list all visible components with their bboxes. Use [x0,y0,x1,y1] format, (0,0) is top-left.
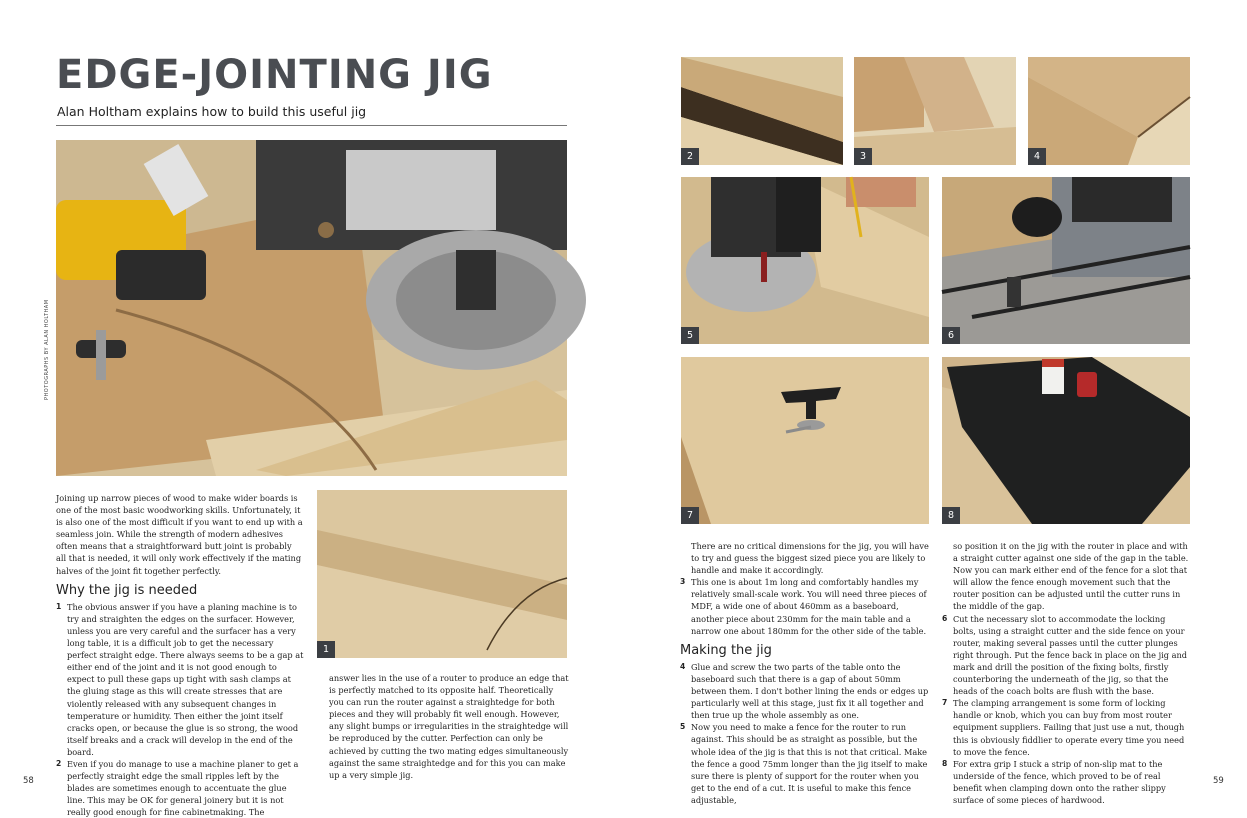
page-number-left: 58 [23,776,34,786]
step-number: 1 [56,601,62,611]
step-item [942,758,1190,806]
step-item [56,601,304,758]
photo-4 [1028,57,1190,165]
photo-credit: PHOTOGRAPHS BY ALAN HOLTHAM [44,299,50,400]
photo-8 [942,357,1190,524]
photo-5 [681,177,929,344]
step-item [942,697,1190,757]
right-column-2 [942,540,1190,806]
step-item [942,613,1190,698]
photo-6 [942,177,1190,344]
photo-number: 1 [317,641,335,658]
article-title: EDGE-JOINTING JIG [56,52,493,98]
photo-number: 5 [681,327,699,344]
section-heading-why: Why the jig is needed [56,582,198,598]
photo-3 [854,57,1016,165]
article-subtitle: Alan Holtham explains how to build this useful jig [57,104,367,119]
step-text: For extra grip I stuck a strip of non-slip mat to the underside of the fence, which proved to be of real benefit when clamping down onto the rather slippy surface of some pieces of hardwood. [953,758,1166,805]
step-item [56,758,304,818]
page-number-right: 59 [1213,776,1224,786]
photo-number: 2 [681,148,699,165]
photo-7 [681,357,929,524]
continued-paragraph: answer lies in the use of a router to produce an edge that is perfectly matched to its opposite half. Theoretically you can run the router against a straightedge for both pieces and they will probably fit well enough. However, any slight bumps or irregularities in the straightedge will be reproduced by the cutter. Perfection can only be achieved by cutting the two mating edges simultaneously against the same straightedge and for this you can make up a very simple jig. [329,673,569,780]
photo-1 [317,490,567,658]
photo-number: 7 [681,507,699,524]
step-text: Glue and screw the two parts of the table onto the baseboard such that there is a gap of about 50mm between them. I don't bother lining the ends or edges up particularly well at this stage, just fix it all together and then true up the whole assembly as one. [691,661,929,721]
step-text: Even if you do manage to use a machine planer to get a perfectly straight edge the small ripples left by the blades are sometimes enough to accentuate the glue line. This may be OK for general joinery but it is not really good enough for fine cabinetmaking. The [67,758,299,818]
step-number: 4 [680,661,686,671]
step-item [680,576,931,636]
left-column-1 [56,492,304,818]
left-column-2 [329,672,569,781]
step-number: 5 [680,722,686,732]
section-heading-making: Making the jig [680,642,772,658]
step-text: Now you need to make a fence for the router to run against. This should be as straight as possible, but the whole idea of the jig is that this is not that critical. Make the fence a good 75mm longer than the jig itself to make sure there is plenty of support for the router when you get to the end of a cut. It is useful to make this fence adjustable, [691,722,928,805]
step-number: 7 [942,698,948,708]
step-text: The obvious answer if you have a planing machine is to try and straighten the edges on the surfacer. However, unless you are very careful and the surfacer has a very long table, it is a difficult job to get the necessary perfect straight edge. There always seems to be a gap at either end of the joint and it is not good enough to expect to pull these gaps up tight with sash clamps at the gluing stage as this will create stresses that are violently released with any subsequent changes in temperature or humidity. Then either the joint itself cracks open, or because the glue is so strong, the wood itself breaks and a crack will develop in the end of the board. [67,601,304,757]
photo-number: 3 [854,148,872,165]
step-text: This one is about 1m long and comfortably handles my relatively small-scale work. You will need three pieces of MDF, a wide one of about 460mm as a baseboard, another piece about 230mm for the main table and a narrow one about 180mm for the other side of the table. [691,577,927,636]
step-number: 6 [942,613,948,623]
step-item [680,661,931,721]
hero-photo [56,140,567,476]
step-number: 2 [56,758,62,768]
step-number: 3 [680,577,686,587]
continued-paragraph: There are no critical dimensions for the jig, you will have to try and guess the biggest sized piece you are likely to handle and make it accordingly. [691,541,929,576]
step-item [680,721,931,806]
photo-number: 8 [942,507,960,524]
step-text: Cut the necessary slot to accommodate the locking bolts, using a straight cutter and the side fence on your router, making several passes until the cutter plunges right through. Put the fence back in place on the jig and mark and drill the position of the fixing bolts, firstly counterboring the underneath of the jig, so that the heads of the coach bolts are flush with the base. [953,613,1187,697]
intro-paragraph: Joining up narrow pieces of wood to make wider boards is one of the most basic woodworking skills. Unfortunately, it is also one of the most difficult if you want to end up with a seamless join. While the strength of modern adhesives often means that a straightforward butt joint is probably all that is needed, it will only work effectively if the mating halves of the joint fit together perfectly. [56,493,303,576]
step-number: 8 [942,758,948,768]
title-rule [56,125,567,126]
photo-2 [681,57,843,165]
continued-paragraph: so position it on the jig with the router in place and with a straight cutter against one side of the gap in the table. Now you can mark either end of the fence for a slot that will allow the fence enough movement such that the router position can be adjusted until the cutter runs in the middle of the gap. [953,541,1189,612]
step-text: The clamping arrangement is some form of locking handle or knob, which you can buy from most router equipment suppliers. Failing that just use a nut, though this is obviously fiddlier to operate every time you need to move the fence. [953,698,1185,757]
right-column-1 [680,540,931,806]
photo-number: 6 [942,327,960,344]
photo-number: 4 [1028,148,1046,165]
